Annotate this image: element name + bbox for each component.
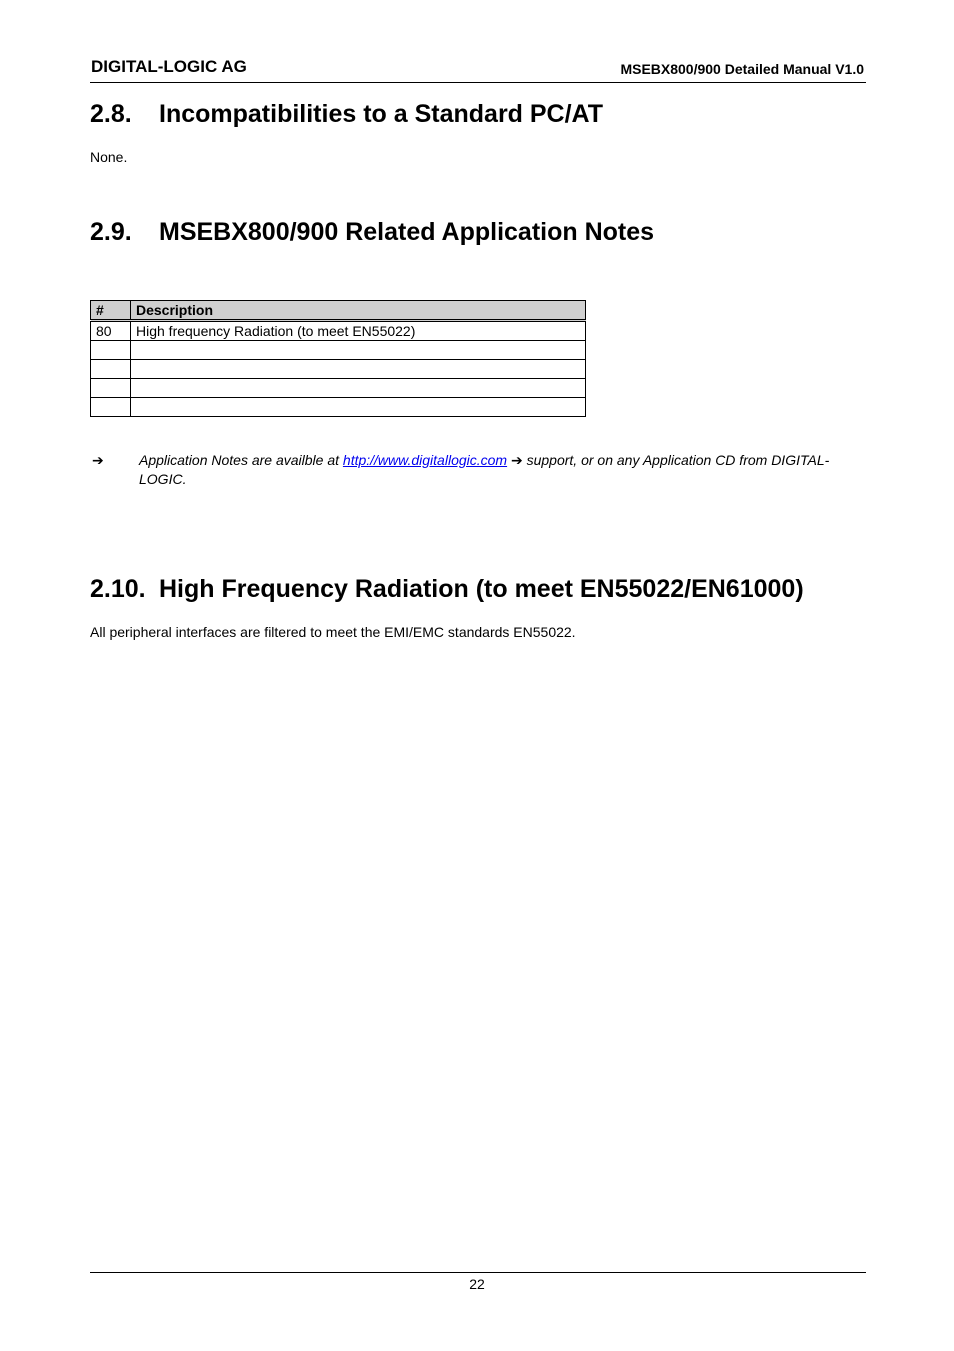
section-number: 2.8. — [90, 100, 132, 128]
table-cell-number — [91, 398, 131, 417]
section-number: 2.10. — [90, 575, 146, 603]
manual-title: MSEBX800/900 Detailed Manual V1.0 — [620, 61, 864, 77]
table-cell-description — [131, 398, 586, 417]
table-cell-number — [91, 379, 131, 398]
note-suffix: ➔ support, or on any Application CD from DIGITAL-LOGIC. — [139, 452, 830, 487]
table-cell-description — [131, 341, 586, 360]
table-row — [91, 360, 586, 379]
table-row — [91, 398, 586, 417]
website-link[interactable]: http://www.digitallogic.com — [342, 452, 508, 468]
table-row — [91, 379, 586, 398]
section-2-8-heading — [90, 100, 603, 129]
note-prefix: Application Notes are availble at — [139, 452, 343, 468]
column-header-number: # — [91, 301, 131, 321]
company-name: DIGITAL-LOGIC AG — [91, 57, 247, 76]
section-title: Incompatibilities to a Standard PC/AT — [159, 100, 604, 128]
footer-divider — [90, 1272, 866, 1273]
table-cell-description: High frequency Radiation (to meet EN55022) — [131, 321, 586, 341]
section-title: MSEBX800/900 Related Application Notes — [159, 218, 655, 246]
table-row — [91, 341, 586, 360]
table-header-row — [91, 301, 586, 321]
note-text — [139, 451, 866, 489]
section-2-9-heading — [90, 218, 654, 247]
table-cell-number — [91, 360, 131, 379]
section-number: 2.9. — [90, 218, 132, 246]
table-cell-number: 80 — [91, 321, 131, 341]
page-number: 22 — [469, 1276, 485, 1292]
table-row — [91, 321, 586, 341]
table-cell-description — [131, 360, 586, 379]
application-notes-table — [90, 300, 586, 417]
arrow-icon: ➔ — [92, 452, 104, 468]
table-cell-description — [131, 379, 586, 398]
section-2-10-body: All peripheral interfaces are filtered to meet the EMI/EMC standards EN55022. — [90, 624, 576, 640]
page-header — [90, 56, 866, 83]
section-2-10-heading — [90, 575, 804, 604]
section-2-8-body: None. — [90, 149, 128, 165]
application-notes-info — [92, 451, 866, 489]
column-header-description: Description — [131, 301, 586, 321]
section-title: High Frequency Radiation (to meet EN55022/EN61000) — [159, 575, 804, 603]
table-cell-number — [91, 341, 131, 360]
